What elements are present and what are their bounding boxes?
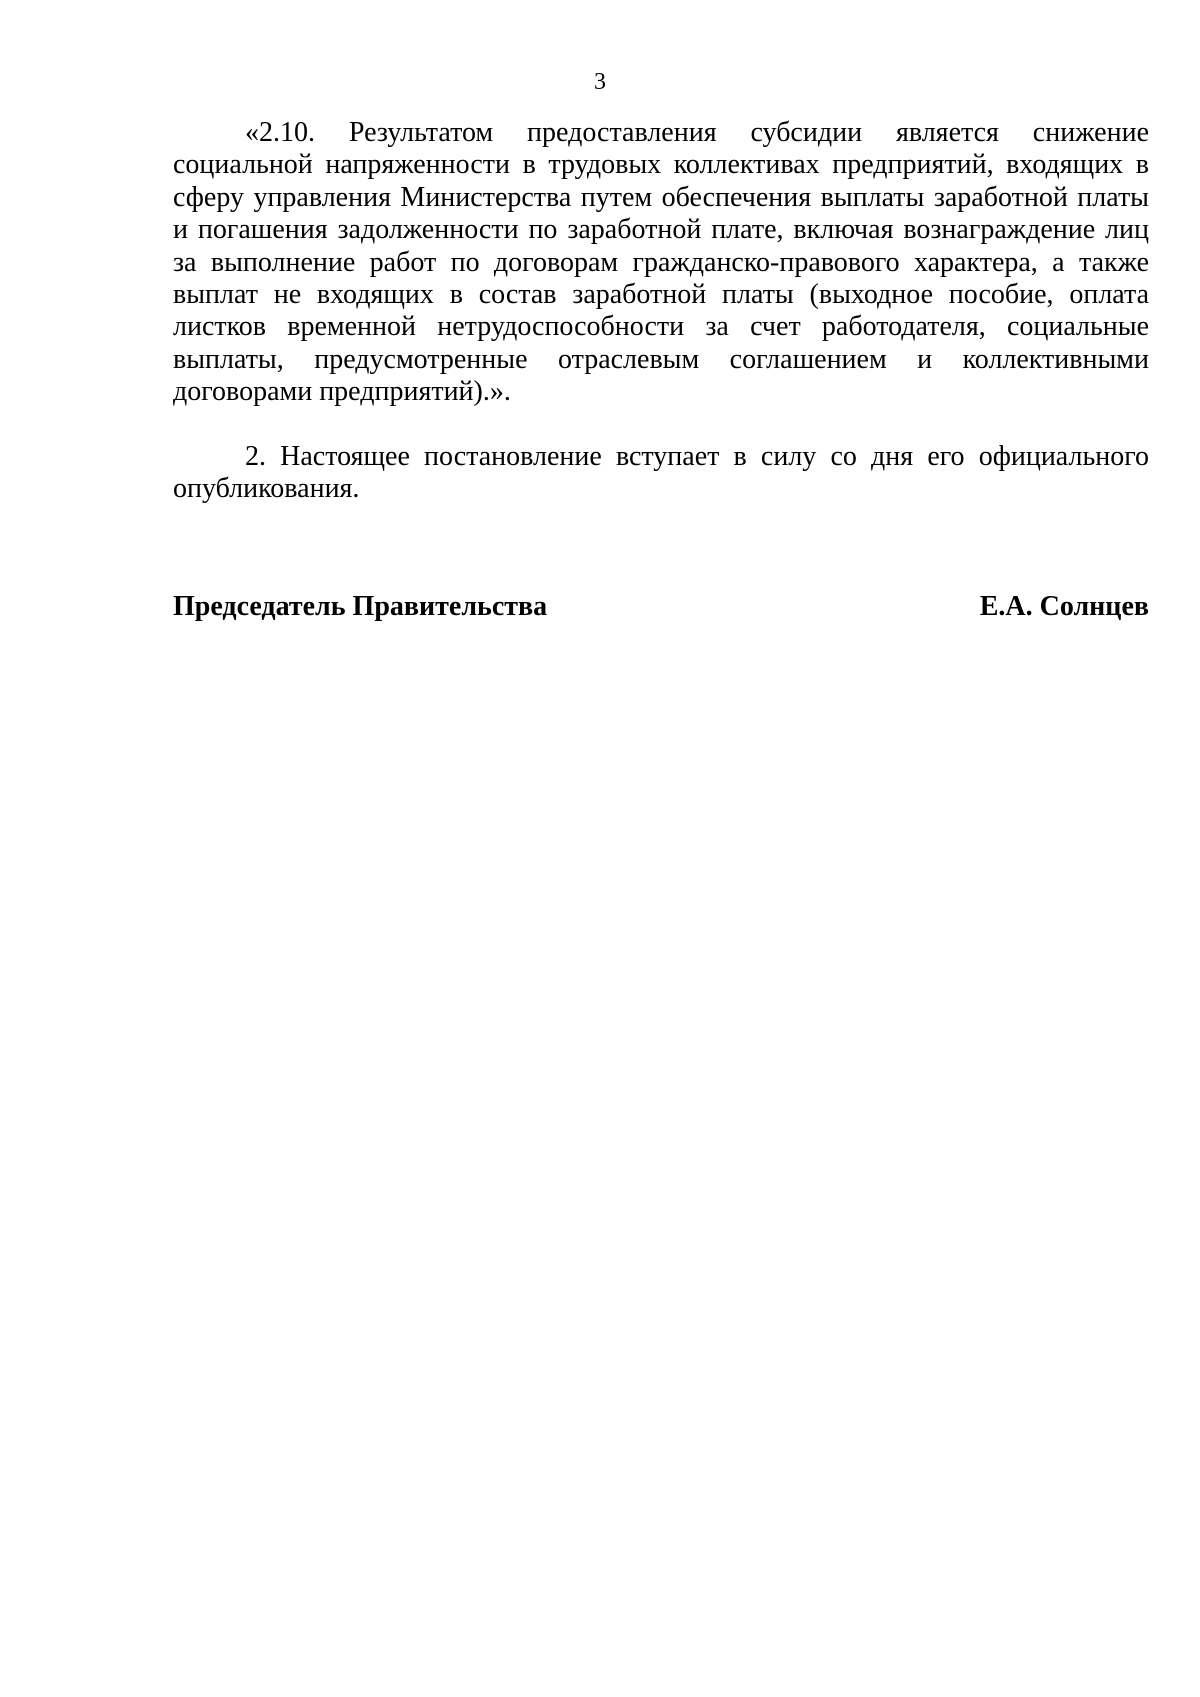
document-body [173, 117, 1149, 505]
page-number: 3 [594, 69, 606, 95]
paragraph-2-10: «2.10. Результатом предоставления субсидии является снижение социальной напряженности в трудовых коллективах предприятий, входящих в сферу управления Министерства путем обеспечения выплаты заработной платы и погашения задолженности по заработной плате, включая вознаграждение лиц за выполнение работ по договорам гражданско-правового характера, а также выплат не входящих в состав заработной платы (выходное пособие, оплата листков временной нетрудоспособности за счет работодателя, социальные выплаты, предусмотренные отраслевым соглашением и коллективными договорами предприятий).». [173, 117, 1149, 408]
paragraph-2: 2. Настоящее постановление вступает в силу со дня его официального опубликования. [173, 440, 1149, 505]
signature-block [173, 590, 1149, 624]
signatory-name: Е.А. Солнцев [979, 591, 1149, 622]
signatory-position: Председатель Правительства [173, 591, 548, 622]
